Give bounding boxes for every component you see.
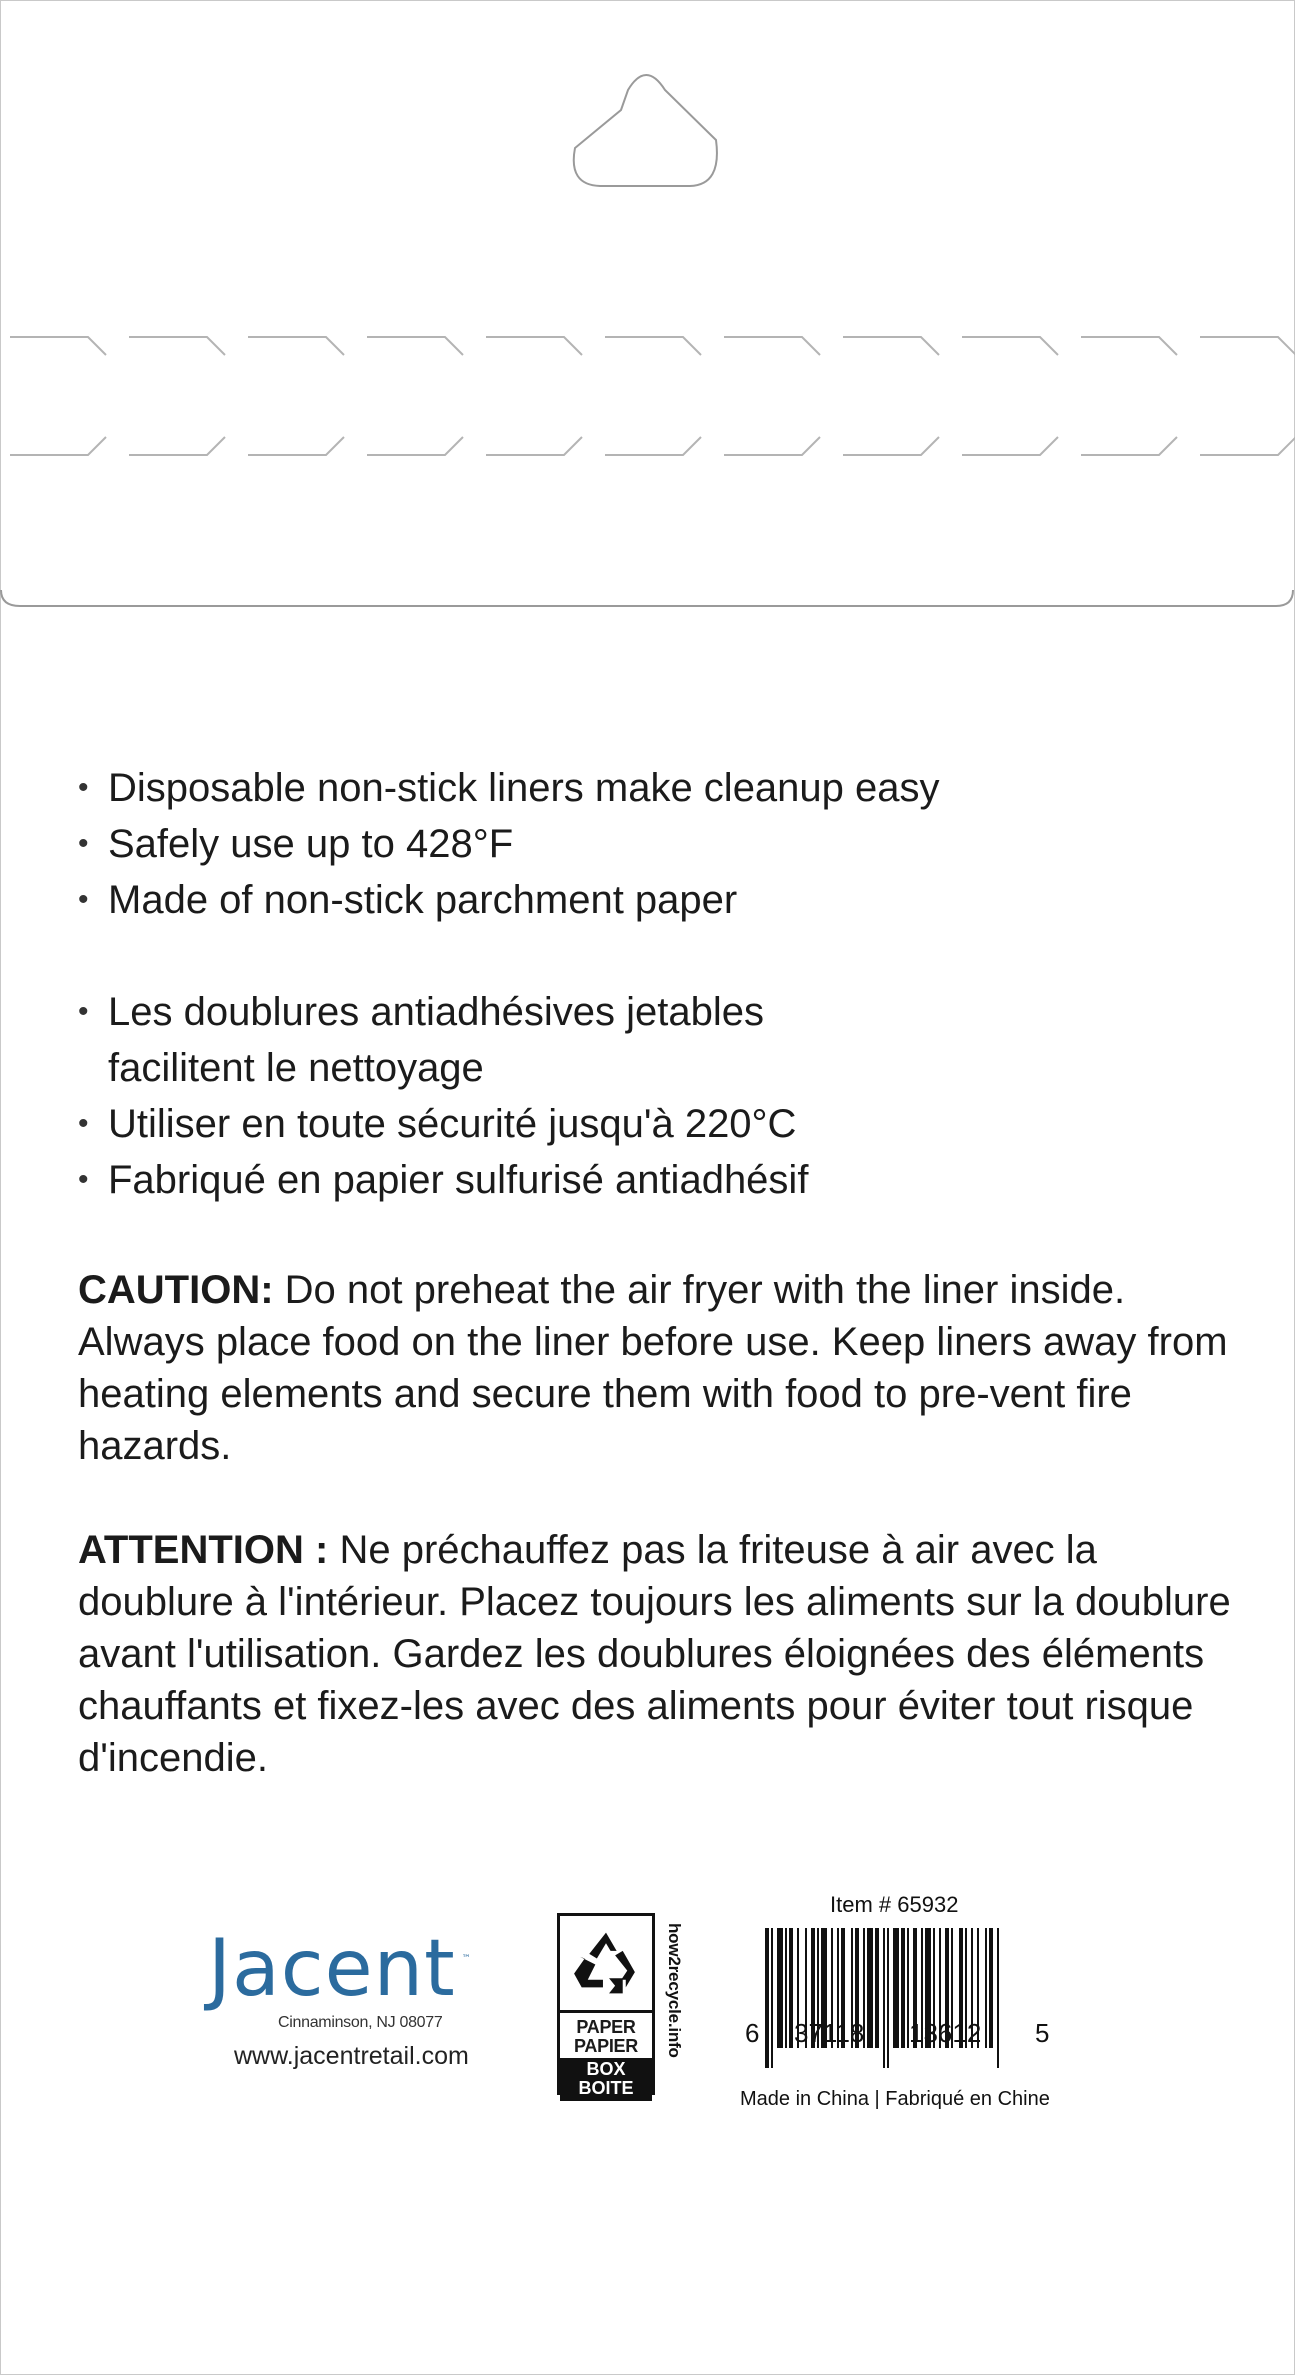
feature-fr-item: • Les doublures antiadhésives jetables facilitent le nettoyage: [78, 984, 1238, 1096]
perforation-segment: [843, 337, 939, 355]
perforation-segment: [1200, 437, 1295, 455]
feature-en-item: • Safely use up to 428°F: [78, 816, 1238, 872]
barcode: [735, 1928, 1065, 2078]
perforation-segment: [1200, 337, 1295, 355]
trademark-mark: ™: [461, 1954, 472, 1964]
barcode-bar: [867, 1928, 873, 2048]
caution-fr-text: Ne préchauffez pas la friteuse à air avec la doublure à l'intérieur. Placez toujours les aliments sur la doublure avant l'utilisation. Gardez les doublures éloignées des éléments chauffants et fixez-les avec des aliments pour éviter tout risque d'incendie.: [78, 1528, 1231, 1780]
barcode-bar: [887, 1928, 889, 2068]
hang-hole: [574, 75, 717, 186]
caution-en-label: CAUTION:: [78, 1268, 274, 1312]
perforation-top: [10, 337, 1295, 355]
brand-city: Cinnaminson, NJ 08077: [278, 2014, 443, 2031]
perforation-segment: [248, 437, 344, 455]
caution-fr-label: ATTENTION :: [78, 1528, 329, 1572]
recycle-material: [560, 2013, 652, 2056]
perforation-segment: [248, 337, 344, 355]
perforation-segment: [486, 337, 582, 355]
barcode-bar: [789, 1928, 793, 2048]
footer: [0, 1890, 1295, 2120]
recycle-line: PAPIER: [574, 2036, 638, 2056]
recycle-band: [560, 2058, 652, 2101]
barcode-bar: [785, 1928, 787, 2048]
barcode-bar: [893, 1928, 899, 2048]
barcode-bar: [901, 1928, 905, 2048]
barcode-digit: 6: [745, 2018, 760, 2048]
brand-website: www.jacentretail.com: [234, 2042, 469, 2070]
recycle-site: how2recycle.info: [665, 1923, 684, 2058]
jacent-logo: [208, 1924, 472, 2014]
perforation-segment: [10, 337, 106, 355]
logo-text: Jacent: [208, 1924, 456, 2014]
perforation-segment: [962, 337, 1058, 355]
recycle-line: PAPER: [576, 2017, 636, 2037]
perforation-segment: [605, 337, 701, 355]
caution-en-text: Do not preheat the air fryer with the liner inside. Always place food on the liner before use. Keep liners away from heating elements and secure them with food to pre-vent fire hazards.: [78, 1268, 1228, 1468]
barcode-bar: [777, 1928, 783, 2048]
barcode-bar: [875, 1928, 879, 2048]
perforation-segment: [129, 337, 225, 355]
perforation-segment: [367, 337, 463, 355]
features-fr: [78, 984, 1238, 1208]
country-of-origin: Made in China | Fabriqué en Chine: [740, 2088, 1050, 2110]
barcode-bar: [989, 1928, 993, 2048]
feature-en-item: • Disposable non-stick liners make cleanup easy: [78, 760, 1238, 816]
barcode-digit: 5: [1035, 2018, 1050, 2048]
feature-en-item: • Made of non-stick parchment paper: [78, 872, 1238, 928]
perforation-segment: [605, 437, 701, 455]
barcode-digit: 13612: [909, 2018, 982, 2048]
recycle-band-line: BOITE: [578, 2078, 634, 2098]
barcode-digit: 37118: [794, 2018, 865, 2048]
hang-tab-dieline: [0, 0, 1295, 620]
recycle-band-line: BOX: [586, 2059, 626, 2079]
perforation-segment: [486, 437, 582, 455]
barcode-bar: [985, 1928, 987, 2048]
perforation-segment: [129, 437, 225, 455]
feature-fr-item: • Fabriqué en papier sulfurisé antiadhésif: [78, 1152, 1238, 1208]
perforation-bottom: [10, 437, 1295, 455]
caution-fr: [78, 1524, 1238, 1784]
features-en: [78, 760, 1238, 928]
perforation-segment: [724, 437, 820, 455]
perforation-segment: [367, 437, 463, 455]
item-number: Item # 65932: [830, 1892, 959, 1917]
feature-fr-item: • Utiliser en toute sécurité jusqu'à 220°C: [78, 1096, 1238, 1152]
perforation-segment: [724, 337, 820, 355]
caution-en: [78, 1264, 1238, 1472]
perforation-segment: [1081, 337, 1177, 355]
barcode-bar: [771, 1928, 773, 2068]
fold-line: [1, 590, 1293, 606]
recycle-icon: [560, 1916, 652, 2013]
content: [78, 760, 1238, 1836]
barcode-bar: [883, 1928, 885, 2068]
brand-block: [208, 1924, 508, 2071]
barcode-bar: [765, 1928, 769, 2068]
perforation-segment: [10, 437, 106, 455]
perforation-segment: [843, 437, 939, 455]
barcode-bar: [997, 1928, 999, 2068]
perforation-segment: [962, 437, 1058, 455]
perforation-segment: [1081, 437, 1177, 455]
barcode-block: [735, 1890, 1075, 2120]
how2recycle-label: [557, 1913, 655, 2098]
